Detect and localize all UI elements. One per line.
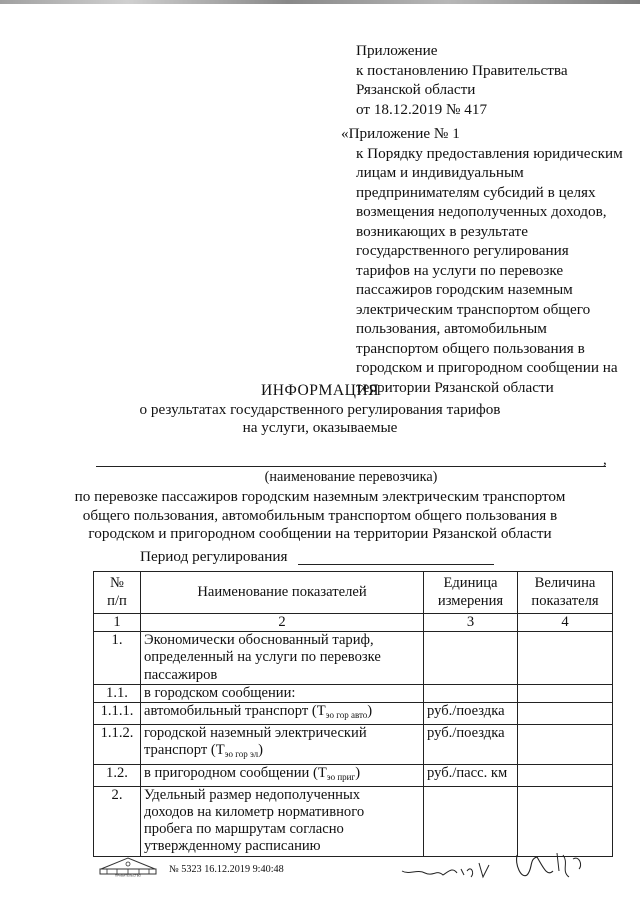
table-header-row (94, 572, 613, 614)
row-number: 1. (94, 632, 141, 685)
appendix2-line: территории Рязанской области (356, 378, 554, 396)
scan-edge (0, 0, 640, 4)
row-unit: руб./пасс. км (424, 764, 518, 786)
row-value (518, 703, 613, 725)
title-heading: ИНФОРМАЦИЯ (260, 382, 380, 399)
stamp-text: ПРАВИТЕЛЬСТВО (115, 873, 141, 877)
row-number: 1.1.1. (94, 703, 141, 725)
appendix2-line: городском и пригородном сообщении на (356, 359, 618, 376)
table-row (94, 684, 613, 702)
carrier-caption: (наименование перевозчика) (264, 469, 438, 485)
title-line: на услуги, оказываемые (242, 419, 398, 436)
footer (97, 855, 627, 895)
row-name: городской наземный электрический транспорт $(Т_{эо гор эл})$ (141, 725, 424, 764)
appendix-block (356, 41, 626, 119)
row-name: Удельный размер недополученных доходов на километр нормативного пробега по маршрутам согласно утвержденному расписанию (141, 786, 424, 856)
column-number: 2 (141, 614, 424, 632)
header-unit: Единица измерения (424, 572, 518, 614)
column-number-row (94, 614, 613, 632)
registration-info: № 5323 16.12.2019 9:40:48 (169, 864, 284, 875)
period-line (298, 564, 494, 565)
appendix2-line: электрическим транспортом общего (356, 300, 591, 318)
column-number: 1 (94, 614, 141, 632)
row-unit (424, 684, 518, 702)
header-num: № п/п (94, 572, 141, 614)
appendix-line: к постановлению Правительства (356, 61, 568, 79)
appendix-line: Рязанской области (356, 81, 476, 98)
service-description (0, 488, 640, 544)
appendix-line: Приложение (356, 42, 438, 59)
appendix2-line: возникающих в результате (356, 222, 528, 240)
carrier-name-line (96, 466, 606, 467)
appendix2-line: к Порядку предоставления юридическим (356, 144, 623, 162)
description-line: городском и пригородном сообщении на территории Рязанской области (88, 525, 552, 542)
column-number: 4 (518, 614, 613, 632)
handwritten-signature-icon (397, 849, 627, 885)
row-name: автомобильный транспорт $(Т_{эо гор авто})$ (141, 703, 424, 725)
period-label: Период регулирования (140, 548, 288, 565)
table-row (94, 703, 613, 725)
appendix2-head: «Приложение № 1 (341, 125, 460, 142)
appendix2-line: государственного регулирования (356, 242, 569, 259)
title-line: о результатах государственного регулирования тарифов (139, 400, 501, 418)
row-unit: руб./поездка (424, 725, 518, 764)
government-stamp-icon (97, 855, 159, 877)
description-line: по перевозке пассажиров городским наземным электрическим транспортом (74, 488, 566, 505)
carrier-comma: , (603, 452, 607, 468)
appendix2-line: возмещения недополученных доходов, (356, 203, 607, 220)
header-value: Величина показателя (518, 572, 613, 614)
row-value (518, 764, 613, 786)
appendix2-block (341, 124, 627, 397)
appendix2-line: пассажиров городским наземным (356, 281, 573, 298)
row-value (518, 684, 613, 702)
row-number: 2. (94, 786, 141, 856)
row-unit (424, 786, 518, 856)
row-number: 1.1. (94, 684, 141, 702)
appendix2-line: предпринимателям субсидий в целях (356, 183, 596, 201)
appendix2-line: лицам и индивидуальным (356, 164, 524, 181)
row-number: 1.2. (94, 764, 141, 786)
table-row (94, 632, 613, 685)
column-number: 3 (424, 614, 518, 632)
row-value (518, 786, 613, 856)
description-line: общего пользования, автомобильным транспортом общего пользования в (82, 506, 558, 524)
row-value (518, 632, 613, 685)
table-row (94, 786, 613, 856)
appendix2-line: тарифов на услуги по перевозке (356, 261, 564, 279)
table-row (94, 725, 613, 764)
appendix2-line: транспортом общего пользования в (356, 339, 585, 357)
row-number: 1.1.2. (94, 725, 141, 764)
appendix-date-number: от 18.12.2019 № 417 (356, 100, 488, 118)
indicators-table (93, 571, 613, 857)
row-name: Экономически обоснованный тариф, определенный на услуги по перевозке пассажиров (141, 632, 424, 685)
row-name: в пригородном сообщении $(Т_{эо приг})$ (141, 764, 424, 786)
table-row (94, 764, 613, 786)
row-name: в городском сообщении: (141, 684, 424, 702)
row-unit: руб./поездка (424, 703, 518, 725)
row-unit (424, 632, 518, 685)
appendix2-line: пользования, автомобильным (356, 320, 547, 337)
header-name: Наименование показателей (141, 572, 424, 614)
document-title (0, 382, 640, 438)
row-value (518, 725, 613, 764)
